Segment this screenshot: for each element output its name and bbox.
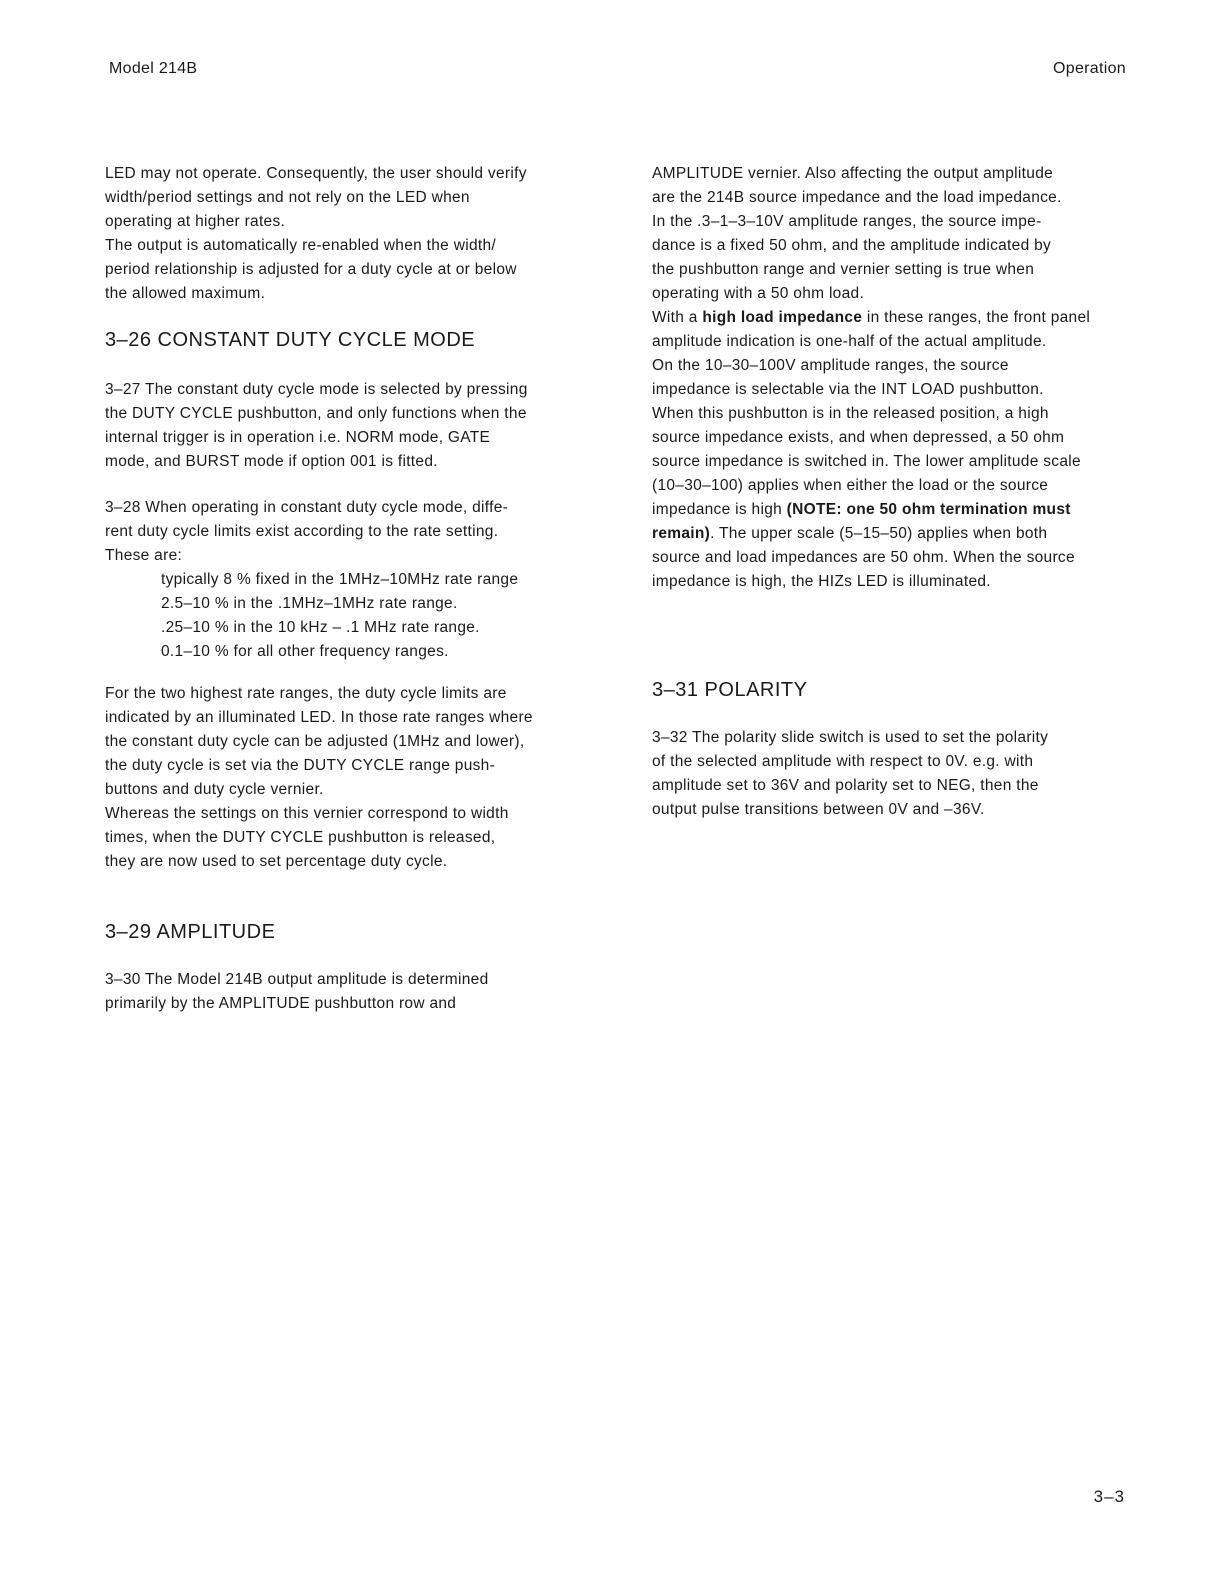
text-line: source impedance exists, and when depressed, a 50 ohm bbox=[652, 429, 1065, 446]
text-line: times, when the DUTY CYCLE pushbutton is released, bbox=[105, 829, 496, 846]
text-line: source impedance is switched in. The lower amplitude scale bbox=[652, 453, 1081, 470]
text-line: the duty cycle is set via the DUTY CYCLE range push- bbox=[105, 757, 496, 774]
text-line: AMPLITUDE vernier. Also affecting the output amplitude bbox=[652, 165, 1054, 182]
text-line: internal trigger is in operation i.e. NORM mode, GATE bbox=[105, 429, 491, 446]
heading-amplitude: 3–29 AMPLITUDE bbox=[105, 921, 276, 943]
paragraph-3-27 bbox=[105, 378, 605, 474]
page-number: 3–3 bbox=[1093, 1487, 1125, 1506]
text-line: the DUTY CYCLE pushbutton, and only functions when the bbox=[105, 405, 527, 422]
text-line: remain). The upper scale (5–15–50) applies when both bbox=[652, 525, 1048, 542]
text-line: output pulse transitions between 0V and –36V. bbox=[652, 801, 985, 818]
paragraph-rate-ranges bbox=[105, 682, 605, 874]
bold-note: (NOTE: one 50 ohm termination must bbox=[786, 501, 1071, 518]
text-line: (10–30–100) applies when either the load or the source bbox=[652, 477, 1049, 494]
text-line: primarily by the AMPLITUDE pushbutton row and bbox=[105, 995, 457, 1012]
text-line: On the 10–30–100V amplitude ranges, the source bbox=[652, 357, 1009, 374]
text-line: These are: bbox=[105, 547, 183, 564]
paragraph-3-32 bbox=[652, 726, 1142, 822]
paragraph-3-30 bbox=[105, 968, 605, 1016]
list-item: .25–10 % in the 10 kHz – .1 MHz rate range. bbox=[161, 619, 480, 636]
text-line: With a high load impedance in these ranges, the front panel bbox=[652, 309, 1091, 326]
list-item: 2.5–10 % in the .1MHz–1MHz rate range. bbox=[161, 595, 458, 612]
text-line: operating with a 50 ohm load. bbox=[652, 285, 865, 302]
text-line: the constant duty cycle can be adjusted (1MHz and lower), bbox=[105, 733, 525, 750]
text-line: indicated by an illuminated LED. In those rate ranges where bbox=[105, 709, 533, 726]
duty-cycle-limits-list bbox=[105, 568, 605, 664]
text-line: buttons and duty cycle vernier. bbox=[105, 781, 324, 798]
intro-paragraph bbox=[105, 162, 605, 306]
text-line: source and load impedances are 50 ohm. When the source bbox=[652, 549, 1075, 566]
text-line: they are now used to set percentage duty cycle. bbox=[105, 853, 448, 870]
text-line: 3–32 The polarity slide switch is used to set the polarity bbox=[652, 729, 1049, 746]
text-line: 3–27 The constant duty cycle mode is selected by pressing bbox=[105, 381, 528, 398]
bold-note-end: remain) bbox=[652, 525, 711, 542]
list-item: 0.1–10 % for all other frequency ranges. bbox=[161, 643, 449, 660]
text-line: When this pushbutton is in the released position, a high bbox=[652, 405, 1049, 422]
text-line: amplitude set to 36V and polarity set to NEG, then the bbox=[652, 777, 1039, 794]
text-line: of the selected amplitude with respect to 0V. e.g. with bbox=[652, 753, 1034, 770]
header-section: Operation bbox=[1053, 60, 1126, 77]
text-line: dance is a fixed 50 ohm, and the amplitude indicated by bbox=[652, 237, 1052, 254]
text-line: rent duty cycle limits exist according to the rate setting. bbox=[105, 523, 499, 540]
text-line: 3–30 The Model 214B output amplitude is determined bbox=[105, 971, 489, 988]
header-model: Model 214B bbox=[109, 60, 198, 77]
text-line: mode, and BURST mode if option 001 is fitted. bbox=[105, 453, 438, 470]
text-line: amplitude indication is one-half of the actual amplitude. bbox=[652, 333, 1047, 350]
text-line: the allowed maximum. bbox=[105, 285, 266, 302]
text-line: are the 214B source impedance and the load impedance. bbox=[652, 189, 1062, 206]
text-line: LED may not operate. Consequently, the user should verify bbox=[105, 165, 527, 182]
heading-constant-duty-cycle: 3–26 CONSTANT DUTY CYCLE MODE bbox=[105, 329, 476, 351]
text-line: impedance is high, the HIZs LED is illuminated. bbox=[652, 573, 991, 590]
text-line: Whereas the settings on this vernier correspond to width bbox=[105, 805, 509, 822]
text-line: period relationship is adjusted for a duty cycle at or below bbox=[105, 261, 517, 278]
text-line: For the two highest rate ranges, the duty cycle limits are bbox=[105, 685, 507, 702]
paragraph-3-28 bbox=[105, 496, 605, 568]
list-item: typically 8 % fixed in the 1MHz–10MHz rate range bbox=[161, 571, 519, 588]
text-line: width/period settings and not rely on the LED when bbox=[105, 189, 470, 206]
left-column bbox=[105, 162, 605, 1016]
text-line: operating at higher rates. bbox=[105, 213, 286, 230]
text-line: 3–28 When operating in constant duty cycle mode, diffe- bbox=[105, 499, 509, 516]
text-line: The output is automatically re-enabled when the width/ bbox=[105, 237, 496, 254]
text-line: impedance is selectable via the INT LOAD pushbutton. bbox=[652, 381, 1044, 398]
text-line: In the .3–1–3–10V amplitude ranges, the source impe- bbox=[652, 213, 1042, 230]
paragraph-amplitude-continued bbox=[652, 162, 1142, 594]
heading-polarity: 3–31 POLARITY bbox=[652, 679, 808, 701]
bold-high-load: high load impedance bbox=[702, 309, 863, 326]
text-line: the pushbutton range and vernier setting is true when bbox=[652, 261, 1035, 278]
right-column bbox=[652, 162, 1142, 822]
text-line: impedance is high (NOTE: one 50 ohm termination must bbox=[652, 501, 1071, 518]
